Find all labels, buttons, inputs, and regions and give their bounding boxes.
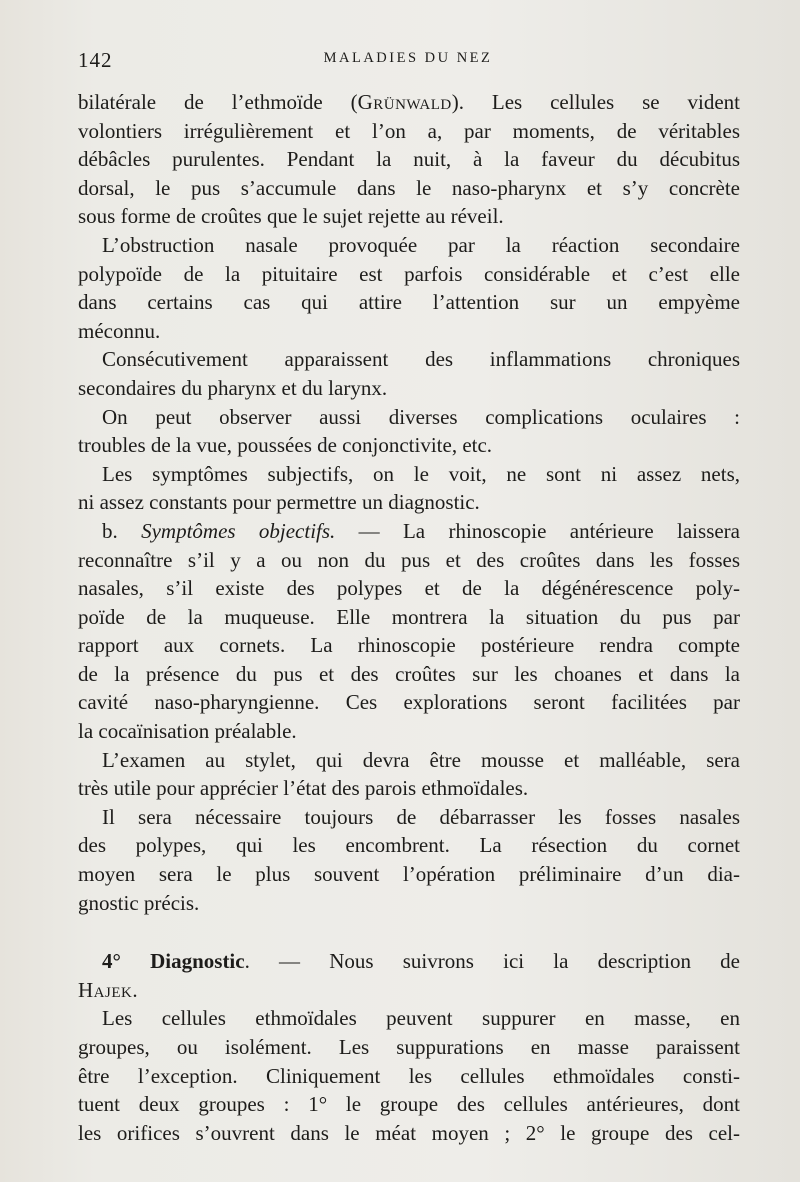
- text-line: tuent deux groupes : 1° le groupe des cellules antérieures, dont: [78, 1092, 740, 1117]
- section-heading: 4° Diagnostic: [102, 949, 245, 974]
- text-line: des polypes, qui les encombrent. La résection du cornet: [78, 833, 740, 858]
- running-head: MALADIES DU NEZ: [323, 50, 493, 66]
- text-line: être l’exception. Cliniquement les cellules ethmoïdales consti-: [78, 1063, 740, 1088]
- text-span: . — Nous suivrons ici la description de: [244, 949, 740, 974]
- text-line: les orifices s’ouvrent dans le méat moyen ; 2° le groupe des cel-: [78, 1120, 740, 1145]
- text-line: groupes, ou isolément. Les suppurations en masse paraissent: [78, 1035, 740, 1059]
- text-line: gnostic précis.: [78, 890, 200, 915]
- text-line: de la présence du pus et des croûtes sur les choanes et dans la: [78, 661, 740, 686]
- author-name: Grünwald: [357, 90, 452, 114]
- text-line: cavité naso-pharyngienne. Ces explorations seront facilitées par: [78, 690, 740, 715]
- section-heading-line: [78, 947, 740, 976]
- text-span: ). Les cellules se vident: [451, 90, 740, 114]
- paragraph-first-line: Les cellules ethmoïdales peuvent suppurer en masse, en: [102, 1006, 740, 1031]
- text-line: polypoïde de la pituitaire est parfois considérable et c’est elle: [78, 261, 740, 286]
- text-line: la cocaïnisation préalable.: [78, 719, 297, 744]
- text-line: ni assez constants pour permettre un diagnostic.: [78, 490, 480, 515]
- text-line: méconnu.: [78, 318, 161, 343]
- text-span: .: [132, 977, 138, 1002]
- text-line: secondaires du pharynx et du larynx.: [78, 375, 388, 400]
- text-line: nasales, s’il existe des polypes et de la dégénérescence poly-: [78, 576, 740, 601]
- text-span: bilatérale de l’ethmoïde (: [78, 90, 358, 114]
- paragraph-first-line: Consécutivement apparaissent des inflammations chroniques: [102, 347, 740, 372]
- page-number: 142: [78, 48, 113, 72]
- page-header: [78, 48, 738, 74]
- text-line: dans certains cas qui attire l’attention sur un empyème: [78, 290, 740, 315]
- paragraph-first-line: Il sera nécessaire toujours de débarrasser les fosses nasales: [102, 804, 740, 829]
- paragraph-first-line: L’obstruction nasale provoquée par la réaction secondaire: [102, 232, 740, 257]
- paragraph-first-line: On peut observer aussi diverses complications oculaires :: [102, 404, 740, 429]
- text-line: sous forme de croûtes que le sujet rejette au réveil.: [78, 204, 504, 229]
- text-line: moyen sera le plus souvent l’opération préliminaire d’un dia-: [78, 862, 740, 887]
- paragraph-first-line: [78, 517, 740, 546]
- paragraph-first-line: L’examen au stylet, qui devra être mousse et malléable, sera: [102, 747, 740, 772]
- text-span: b.: [102, 518, 142, 543]
- text-line: très utile pour apprécier l’état des parois ethmoïdales.: [78, 776, 529, 801]
- text-line: rapport aux cornets. La rhinoscopie postérieure rendra compte: [78, 633, 740, 658]
- section-gap: [78, 917, 740, 947]
- body-text: [78, 88, 740, 1147]
- text-span: — La rhinoscopie antérieure laissera: [335, 518, 740, 543]
- text-line: poïde de la muqueuse. Elle montrera la situation du pus par: [78, 604, 740, 629]
- subsection-title: Symptômes objectifs.: [141, 518, 336, 543]
- text-line: volontiers irrégulièrement et l’on a, par moments, de véritables: [78, 118, 740, 143]
- text-line: [78, 976, 740, 1005]
- author-name: Hajek: [78, 977, 133, 1002]
- text-line: débâcles purulentes. Pendant la nuit, à la faveur du décubitus: [78, 147, 740, 172]
- text-line: troubles de la vue, poussées de conjonctivite, etc.: [78, 433, 493, 458]
- text-line: reconnaître s’il y a ou non du pus et des croûtes dans les fosses: [78, 547, 740, 572]
- text-line: [78, 88, 740, 117]
- text-line: dorsal, le pus s’accumule dans le naso-pharynx et s’y concrète: [78, 175, 740, 200]
- paragraph-first-line: Les symptômes subjectifs, on le voit, ne sont ni assez nets,: [102, 461, 740, 486]
